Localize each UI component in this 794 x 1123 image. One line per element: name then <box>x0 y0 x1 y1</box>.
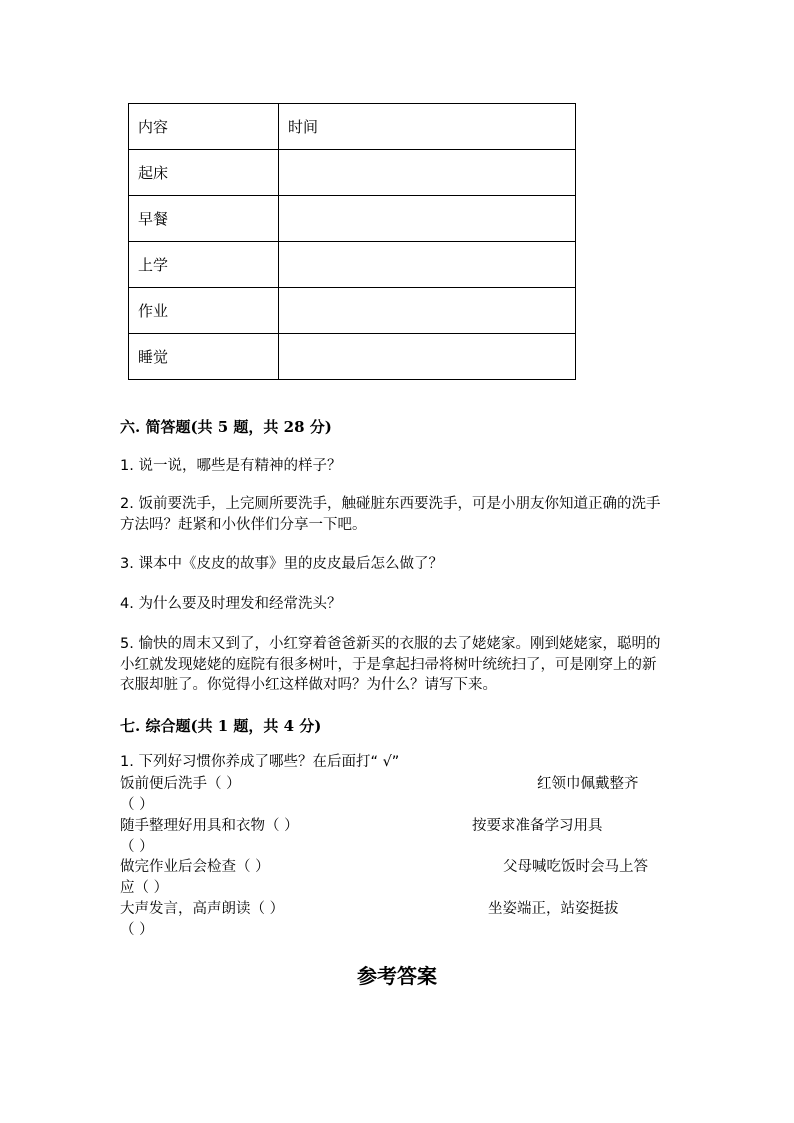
section-6-heading: 六. 简答题(共 5 题，共 28 分) <box>120 418 332 436</box>
habit-item: 做完作业后会检查（ ） <box>120 859 270 875</box>
habit-item: 红领巾佩戴整齐 <box>537 776 639 792</box>
question-6-4: 4. 为什么要及时理发和经常洗头？ <box>120 596 342 612</box>
question-6-1: 1. 说一说，哪些是有精神的样子？ <box>120 458 342 474</box>
question-6-5: 5. 愉快的周末又到了，小红穿着爸爸新买的衣服的去了姥姥家。刚到姥姥家，聪明的小红就发现姥姥的庭院有很多树叶，于是拿起扫帚将树叶统统扫了，可是刚穿上的新衣服却脏了。你觉得小红这样做对吗？为什么？请写下来。 <box>120 636 661 693</box>
question-6-3: 3. 课本中《皮皮的故事》里的皮皮最后怎么做了？ <box>120 556 443 572</box>
table-header-cell: 时间 <box>279 104 576 150</box>
table-row <box>129 334 576 380</box>
schedule-table <box>128 103 576 380</box>
habit-checkbox: （ ） <box>120 839 154 855</box>
habit-item: 按要求准备学习用具 <box>472 818 603 834</box>
habit-item: 父母喊吃饭时会马上答 <box>503 859 648 875</box>
habit-checkbox: 应（ ） <box>120 880 169 896</box>
habit-item: 大声发言，高声朗读（ ） <box>120 901 285 917</box>
question-6-2: 2. 饭前要洗手，上完厕所要洗手，触碰脏东西要洗手，可是小朋友你知道正确的洗手方法吗？赶紧和小伙伴们分享一下吧。 <box>120 496 661 533</box>
table-cell-activity: 睡觉 <box>129 334 279 380</box>
habit-item: 随手整理好用具和衣物（ ） <box>120 818 299 834</box>
table-row <box>129 150 576 196</box>
table-cell-activity: 作业 <box>129 288 279 334</box>
habit-item: 坐姿端正，站姿挺拔 <box>488 901 619 917</box>
habit-checkbox: （ ） <box>120 922 154 938</box>
habit-item: 饭前便后洗手（ ） <box>120 776 241 792</box>
answer-key-title: 参考答案 <box>357 964 437 988</box>
table-cell-time <box>279 150 576 196</box>
section-7-heading: 七. 综合题(共 1 题，共 4 分) <box>120 717 322 735</box>
table-cell-time <box>279 242 576 288</box>
table-row <box>129 288 576 334</box>
table-cell-time <box>279 288 576 334</box>
table-cell-time <box>279 334 576 380</box>
table-cell-time <box>279 196 576 242</box>
table-cell-activity: 早餐 <box>129 196 279 242</box>
habit-checkbox: （ ） <box>120 797 154 813</box>
table-cell-activity: 起床 <box>129 150 279 196</box>
table-cell-activity: 上学 <box>129 242 279 288</box>
table-header-cell: 内容 <box>129 104 279 150</box>
table-header-row <box>129 104 576 150</box>
question-7-1-prompt: 1. 下列好习惯你养成了哪些？在后面打“ √” <box>120 754 400 770</box>
table-row <box>129 196 576 242</box>
table-row <box>129 242 576 288</box>
